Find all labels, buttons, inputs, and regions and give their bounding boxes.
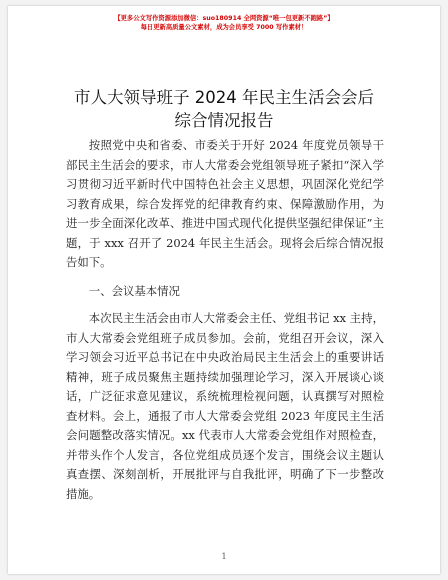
document-body xyxy=(66,136,384,504)
banner-line-1: 【更多公文写作资源添加微信：suo180914 全网资源“唯一包更新不跑路”】 xyxy=(114,15,334,22)
banner-line-2: 每日更新高质量公文素材，成为会员享受 7000 写作素材！ xyxy=(140,24,308,31)
document-page xyxy=(8,6,440,574)
page-number: 1 xyxy=(221,552,227,561)
document-title: 市人大领导班子 2024 年民主生活会会后综合情况报告 xyxy=(74,88,374,130)
promo-banner xyxy=(8,14,440,32)
intro-paragraph: 按照党中央和省委、市委关于开好 2024 年度党员领导干部民主生活会的要求，市人大常委会党组领导班子紧扣“深入学习贯彻习近平新时代中国特色社会主义思想，巩固深化党纪学习教育成果，综合发挥党的纪律教育约束、保障激励作用，为进一步全面深化改革、推进中国式现代化提供坚强纪律保证”主题，于 xxx 召开了 2024 年民主生活会。现将会后综合情况报告如下。 xyxy=(66,138,384,269)
section-heading: 一、会议基本情况 xyxy=(88,283,180,298)
section-paragraph: 本次民主生活会由市人大常委会主任、党组书记 xx 主持，市人大常委会党组班子成员参加。会前，党组召开会议，深入学习领会习近平总书记在中央政治局民主生活会上的重要讲话精神，班子成员聚焦主题持续加强理论学习，深入开展谈心谈话，广泛征求意见建议，系统梳理检视问题，认真撰写对照检查材料。会上，通报了市人大常委会党组 2023 年度民主生活会问题整改落实情况。xx 代表市人大常委会党组作对照检查，并带头作个人发言，各位党组成员逐个发言，围绕会议主题认真查摆、深刻剖析，开展批评与自我批评，明确了下一步整改措施。 xyxy=(66,311,384,501)
